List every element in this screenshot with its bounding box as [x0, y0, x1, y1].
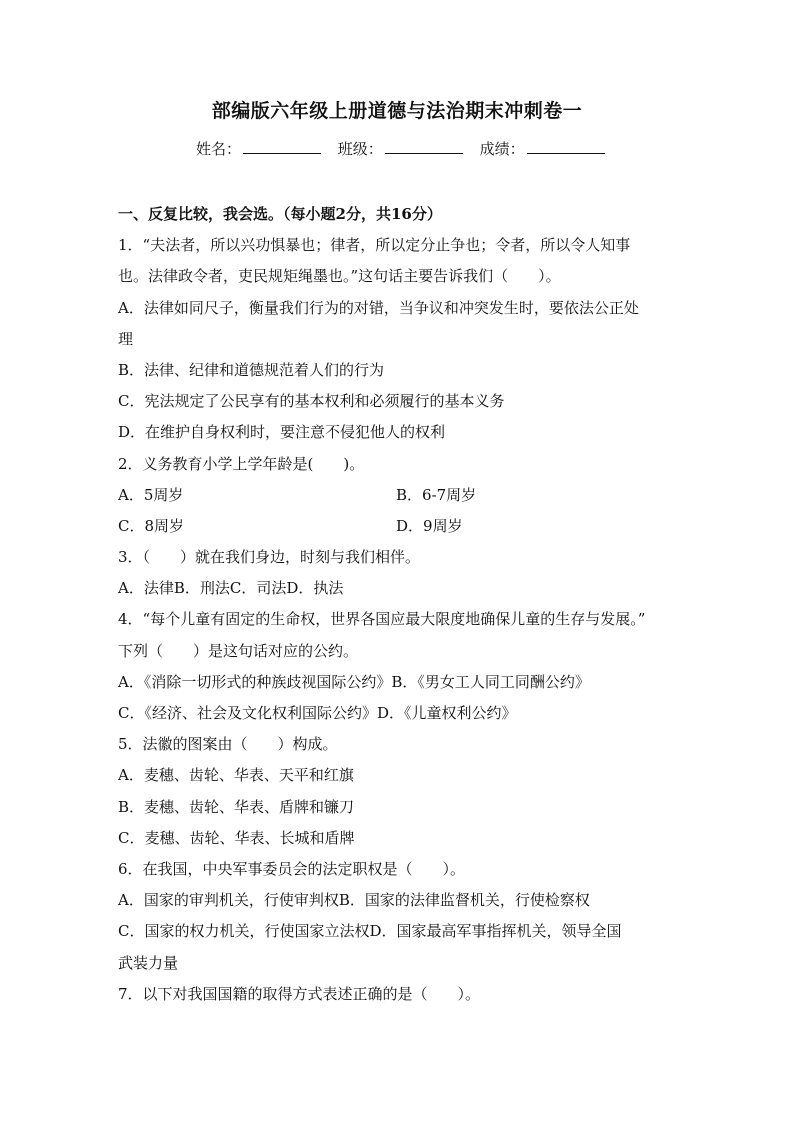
question-list: [118, 199, 688, 1010]
name-blank[interactable]: [243, 139, 321, 154]
score-label: 成绩：: [479, 140, 525, 158]
question-6-option-d: D．国家最高军事指挥机关，领导全国: [369, 922, 622, 941]
page-title: 部编版六年级上册道德与法治期末冲刺卷一: [211, 100, 583, 122]
question-4-option-b: B．《男女工人同工同酬公约》: [391, 672, 590, 691]
question-6-options-row-1: [118, 885, 688, 916]
question-5-option-a: A．麦穗、齿轮、华表、天平和红旗: [118, 766, 354, 785]
question-1-stem: 1．“夫法者，所以兴功惧暴也；律者，所以定分止争也；令者，所以令人知事: [118, 236, 631, 255]
question-4-stem: 4．“每个儿童有固定的生命权，世界各国应最大限度地确保儿童的生存与发展。”: [118, 610, 646, 629]
question-6-option-d-cont: 武装力量: [118, 953, 179, 972]
question-4-option-d: D．《儿童权利公约》: [376, 704, 517, 722]
question-2-option-b: B．6-7周岁: [396, 485, 477, 504]
question-3-option-b: B．刑法: [173, 579, 230, 598]
question-4-option-a: A．《消除一切形式的种族歧视国际公约》: [118, 672, 392, 691]
question-1-stem-cont: 也。法律政令者，吏民规矩绳墨也。”这句话主要告诉我们（ ）。: [118, 267, 561, 286]
question-3-option-c: C．司法: [229, 579, 287, 598]
question-3-option-d: D．执法: [286, 579, 344, 598]
question-4-options-row-1: [118, 667, 688, 698]
question-1-option-d: D．在维护自身权利时，要注意不侵犯他人的权利: [118, 423, 446, 442]
question-1-option-a-cont: 理: [118, 329, 134, 348]
question-6-option-c: C．国家的权力机关，行使国家立法权: [118, 922, 370, 941]
score-blank[interactable]: [527, 139, 605, 154]
question-6-option-a: A．国家的审判机关，行使审判权: [118, 891, 339, 910]
question-3-stem: 3．（ ）就在我们身边，时刻与我们相伴。: [118, 548, 421, 567]
student-info-row: [196, 138, 617, 159]
question-3-options: [118, 573, 688, 604]
question-1-option-a: A．法律如同尺子，衡量我们行为的对错，当争议和冲突发生时，要依法公正处: [118, 298, 639, 317]
question-7-stem: 7．以下对我国国籍的取得方式表述正确的是（ ）。: [118, 984, 481, 1003]
question-6-stem: 6．在我国，中央军事委员会的法定职权是（ ）。: [118, 859, 466, 878]
question-2-options-row-1: [118, 480, 688, 511]
section-heading: 一、反复比较，我会选。（每小题2分，共16分）: [118, 205, 442, 223]
question-1-option-b: B．法律、纪律和道德规范着人们的行为: [118, 360, 385, 379]
class-label: 班级：: [337, 140, 383, 158]
question-5-option-b: B．麦穗、齿轮、华表、盾牌和镰刀: [118, 797, 355, 816]
question-6-option-b: B．国家的法律监督机关，行使检察权: [338, 891, 590, 910]
question-4-option-c: C．《经济、社会及文化权利国际公约》: [118, 704, 377, 722]
question-5-option-c: C．麦穗、齿轮、华表、长城和盾牌: [118, 828, 355, 847]
question-5-stem: 5．法徽的图案由（ ）构成。: [118, 735, 338, 754]
class-blank[interactable]: [385, 139, 463, 154]
question-2-option-d: D．9周岁: [396, 516, 463, 535]
question-4-options-row-2: [118, 698, 688, 729]
name-label: 姓名：: [196, 140, 242, 158]
question-2-option-c: C．8周岁: [118, 516, 185, 535]
question-4-stem-cont: 下列（ ）是这句话对应的公约。: [118, 641, 359, 660]
question-2-option-a: A．5周岁: [118, 485, 184, 504]
question-1-option-c: C．宪法规定了公民享有的基本权利和必须履行的基本义务: [118, 392, 505, 411]
question-6-options-row-2: [118, 916, 688, 947]
question-3-option-a: A．法律: [118, 579, 174, 598]
question-2-stem: 2．义务教育小学上学年龄是( )。: [118, 454, 365, 473]
question-2-options-row-2: [118, 511, 688, 542]
